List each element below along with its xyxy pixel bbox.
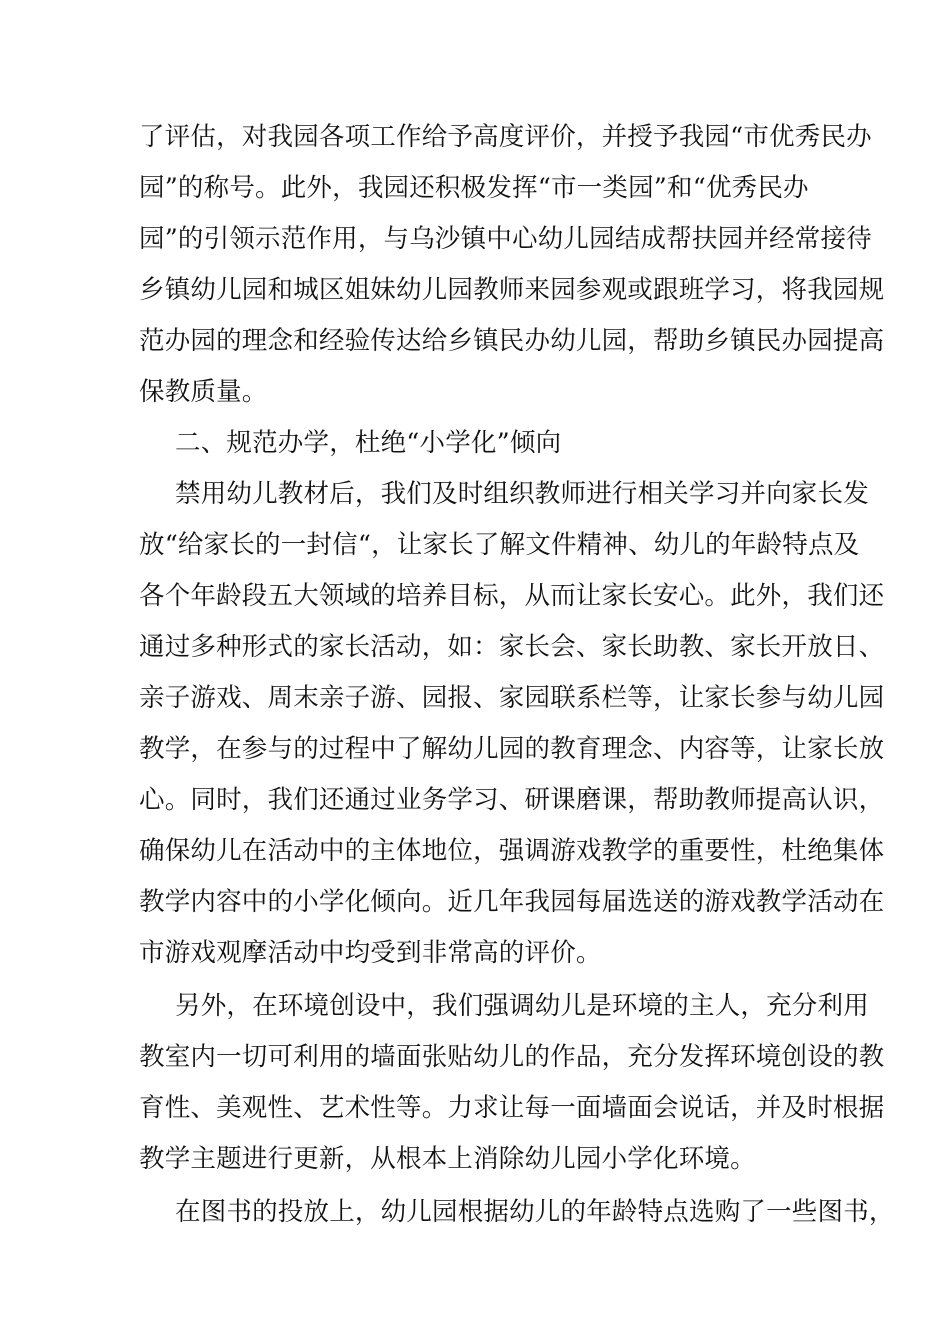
paragraph-start: 在图书的投放上，幼儿园根据幼儿的年龄特点选购了一些图书， — [175, 1197, 895, 1227]
text-line: 确保幼儿在活动中的主体地位，强调游戏教学的重要性，杜绝集体 — [139, 836, 885, 866]
text-line: 园”的引领示范作用，与乌沙镇中心幼儿园结成帮扶园并经常接待 — [139, 224, 872, 254]
text-line: 教学主题进行更新，从根本上消除幼儿园小学化环境。 — [139, 1144, 756, 1174]
section-heading: 二、规范办学，杜绝“小学化”倾向 — [175, 428, 562, 458]
text-line: 市游戏观摩活动中均受到非常高的评价。 — [139, 938, 602, 968]
text-line: 乡镇幼儿园和城区姐妹幼儿园教师来园参观或跟班学习，将我园规 — [139, 275, 885, 305]
paragraph-start: 禁用幼儿教材后，我们及时组织教师进行相关学习并向家长发 — [175, 479, 869, 509]
text-line: 各个年龄段五大领域的培养目标，从而让家长安心。此外，我们还 — [139, 581, 885, 611]
body-text — [139, 112, 895, 1238]
text-line: 园”的称号。此外，我园还积极发挥“市一类园”和“优秀民办 — [139, 173, 809, 203]
text-line: 通过多种形式的家长活动，如：家长会、家长助教、家长开放日、 — [139, 632, 885, 662]
text-line: 放“给家长的一封信“，让家长了解文件精神、幼儿的年龄特点及 — [139, 530, 860, 560]
text-line: 心。同时，我们还通过业务学习、研课磨课，帮助教师提高认识， — [139, 785, 885, 815]
text-line: 亲子游戏、周末亲子游、园报、家园联系栏等，让家长参与幼儿园 — [139, 683, 885, 713]
text-line: 教学，在参与的过程中了解幼儿园的教育理念、内容等，让家长放 — [139, 734, 885, 764]
text-line: 教学内容中的小学化倾向。近几年我园每届选送的游戏教学活动在 — [139, 887, 885, 917]
text-line: 了评估，对我园各项工作给予高度评价，并授予我园“市优秀民办 — [139, 122, 872, 152]
text-line: 教室内一切可利用的墙面张贴幼儿的作品，充分发挥环境创设的教 — [139, 1042, 885, 1072]
text-line: 保教质量。 — [139, 377, 268, 407]
paragraph-start: 另外，在环境创设中，我们强调幼儿是环境的主人，充分利用 — [175, 991, 869, 1021]
text-line: 育性、美观性、艺术性等。力求让每一面墙面会说话，并及时根据 — [139, 1093, 885, 1123]
text-line: 范办园的理念和经验传达给乡镇民办幼儿园，帮助乡镇民办园提高 — [139, 326, 885, 356]
